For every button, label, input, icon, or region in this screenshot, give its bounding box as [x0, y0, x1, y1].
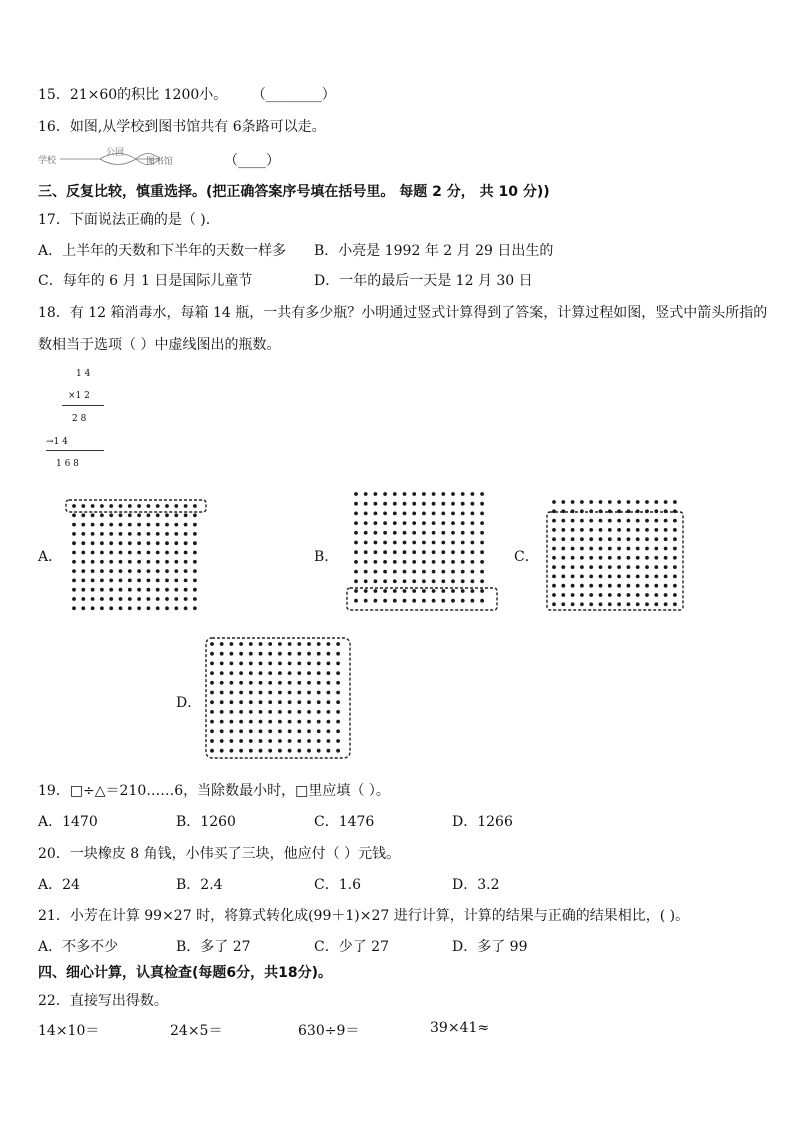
q22-item-4[interactable]: 39×41≈: [430, 1020, 490, 1036]
section3-heading: 三、反复比较，慎重选择。(把正确答案序号填在括号里。 每题 2 分， 共 10 分)): [38, 184, 550, 200]
q19-option-d[interactable]: D．1266: [452, 814, 513, 830]
q21-text: 21．小芳在计算 99×27 时，将算式转化成(99＋1)×27 进行计算，计算的结果与正确的结果相比，( )。: [38, 908, 690, 924]
q16-text: 16．如图,从学校到图书馆共有 6条路可以走。: [38, 119, 326, 135]
q19-option-a[interactable]: A．1470: [38, 814, 98, 830]
vertical-row-5: 1 6 8: [56, 459, 79, 469]
vertical-row-3: 2 8: [72, 414, 87, 424]
q20-option-d[interactable]: D．3.2: [452, 877, 500, 893]
q15-answer-blank[interactable]: （________）: [251, 87, 336, 103]
dot-figure-c: [544, 494, 686, 614]
q17-option-b[interactable]: B．小亮是 1992 年 2 月 29 日出生的: [314, 243, 554, 259]
school-label: 学校: [38, 156, 57, 166]
q21-option-c[interactable]: C．少了 27: [314, 939, 389, 955]
vertical-row-4: →1 4: [46, 437, 68, 447]
vertical-row-1: 1 4: [76, 369, 91, 379]
q16-answer-blank[interactable]: （____）: [224, 153, 280, 169]
q17-option-d[interactable]: D．一年的最后一天是 12 月 30 日: [314, 273, 533, 289]
q15-line: [38, 84, 336, 104]
q21-option-a[interactable]: A．不多不少: [38, 939, 119, 955]
q22-item-1[interactable]: 14×10＝: [38, 1023, 100, 1039]
q22-item-2[interactable]: 24×5＝: [170, 1023, 223, 1039]
q18-option-b[interactable]: B．: [314, 549, 339, 565]
q19-text: 19．□÷△＝210……6，当除数最小时，□里应填（ ）。: [38, 783, 390, 799]
dot-figure-d: [202, 634, 354, 762]
q19-option-b[interactable]: B．1260: [176, 814, 236, 830]
dot-figure-a: [62, 496, 210, 614]
q17-option-c[interactable]: C．每年的 6 月 1 日是国际儿童节: [38, 273, 253, 289]
section4-heading: 四、细心计算，认真检查(每题6分，共18分)。: [38, 965, 333, 981]
q20-option-a[interactable]: A．24: [38, 877, 80, 893]
q20-text: 20．一块橡皮 8 角钱，小伟买了三块，他应付（ ）元钱。: [38, 846, 401, 862]
q18-option-a[interactable]: A．: [38, 549, 63, 565]
q15-text: 15．21×60的积比 1200小。: [38, 87, 228, 103]
q18-text-line1: 18．有 12 箱消毒水，每箱 14 瓶，一共有多少瓶？小明通过竖式计算得到了答案，计算过程如图，竖式中箭头所指的: [38, 305, 768, 321]
q18-option-c[interactable]: C．: [514, 549, 539, 565]
park-label: 公园: [106, 148, 125, 158]
q16-diagram: [38, 144, 188, 170]
q18-text-line2: 数相当于选项（ ）中虚线图出的瓶数。: [38, 337, 281, 353]
q17-text: 17．下面说法正确的是（ ).: [38, 212, 211, 228]
q19-option-c[interactable]: C．1476: [314, 814, 375, 830]
vertical-rule-1: [62, 405, 104, 406]
q21-option-b[interactable]: B．多了 27: [176, 939, 251, 955]
vertical-rule-2: [46, 450, 104, 451]
vertical-row-2: ×1 2: [68, 391, 90, 401]
q22-text: 22．直接写出得数。: [38, 993, 168, 1009]
q20-option-c[interactable]: C．1.6: [314, 877, 361, 893]
dot-figure-b: [342, 488, 502, 614]
q20-option-b[interactable]: B．2.4: [176, 877, 223, 893]
q22-item-3[interactable]: 630÷9＝: [298, 1023, 360, 1039]
library-label: 图书馆: [146, 157, 174, 167]
q18-option-d[interactable]: D．: [176, 695, 202, 711]
q21-option-d[interactable]: D．多了 99: [452, 939, 528, 955]
q17-option-a[interactable]: A．上半年的天数和下半年的天数一样多: [38, 243, 287, 259]
